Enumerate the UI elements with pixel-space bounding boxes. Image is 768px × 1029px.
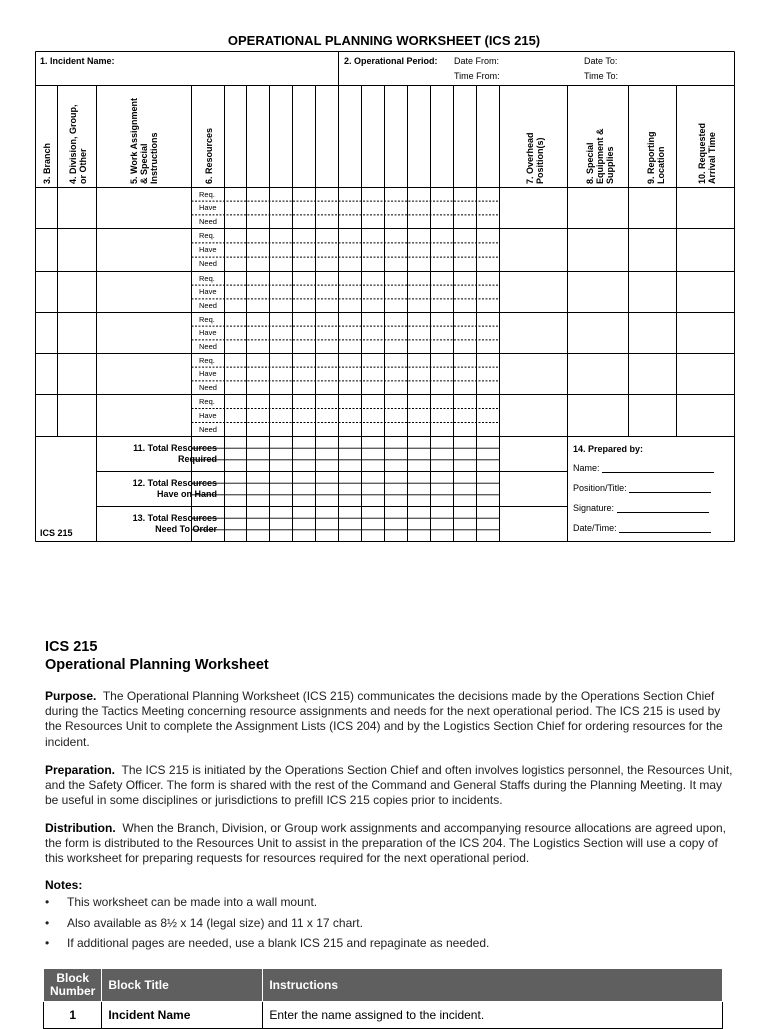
block-number-cell: 1 xyxy=(44,1002,102,1029)
resource-row-label: Have xyxy=(199,328,217,338)
preparation-text: The ICS 215 is initiated by the Operations Section Chief and often involves logistics personnel, the Resources Unit, and the Safety Officer. The form is shared with the rest of the Command and General Staffs during the Planning Meeting. It may be useful in some disciplines or jurisdictions to prefill ICS 215 copies prior to incidents. xyxy=(45,763,733,808)
purpose-text: The Operational Planning Worksheet (ICS 215) communicates the decisions made by the Operations Section Chief during the Tactics Meeting concerning resource assignments and needs for the next operational period. The ICS 215 is used by the Resources Unit to complete the Assignment Lists (ICS 204) and by the Logistics Section Chief for ordering resources for the incident. xyxy=(45,689,723,749)
prepared-datetime-label: Date/Time: xyxy=(573,523,617,533)
resource-row-label: Req. xyxy=(199,396,215,406)
resource-row-label: Req. xyxy=(199,273,215,283)
prepared-by-label: 14. Prepared by: xyxy=(573,444,644,454)
purpose-label: Purpose. xyxy=(45,689,97,703)
time-to-label: Time To: xyxy=(584,71,619,81)
distribution-paragraph xyxy=(45,821,735,867)
header-block-title: Block Title xyxy=(102,969,263,1002)
resource-row-label: Need xyxy=(199,382,217,392)
resource-row-label: Req. xyxy=(199,355,215,365)
resource-row-label: Req. xyxy=(199,230,215,240)
block-instructions-table xyxy=(43,968,723,1029)
note-item: • Also available as 8½ x 14 (legal size) and 11 x 17 chart. xyxy=(45,916,363,930)
prepared-datetime-row[interactable] xyxy=(573,523,711,533)
resource-row-label: Have xyxy=(199,410,217,420)
resource-row-label: Need xyxy=(199,300,217,310)
prepared-signature-line[interactable] xyxy=(617,512,709,513)
resource-row-label: Req. xyxy=(199,314,215,324)
table-row xyxy=(44,1002,723,1029)
prepared-position-row[interactable] xyxy=(573,483,711,493)
resource-row-label: Need xyxy=(199,216,217,226)
col-division-header: 4. Division, Group, or Other xyxy=(68,104,88,184)
note-item: • This worksheet can be made into a wall mount. xyxy=(45,895,318,909)
resource-row-label: Have xyxy=(199,244,217,254)
total-required-label: 11. Total Resources Required xyxy=(133,443,217,464)
prepared-position-label: Position/Title: xyxy=(573,483,627,493)
time-from-label: Time From: xyxy=(454,71,500,81)
total-have-label: 12. Total Resources Have on Hand xyxy=(132,478,217,499)
incident-name-label: 1. Incident Name: xyxy=(40,56,115,66)
col-overhead-header: 7. Overhead Position(s) xyxy=(525,132,545,184)
resource-row-label: Have xyxy=(199,203,217,213)
operational-period-label: 2. Operational Period: xyxy=(344,56,438,66)
distribution-label: Distribution. xyxy=(45,821,116,835)
date-to-label: Date To: xyxy=(584,56,618,66)
guide-heading: ICS 215 Operational Planning Worksheet xyxy=(45,639,269,673)
block-title-cell: Incident Name xyxy=(102,1002,263,1029)
date-from-label: Date From: xyxy=(454,56,500,66)
resource-row-label: Need xyxy=(199,259,217,269)
prepared-signature-row[interactable] xyxy=(573,503,709,513)
distribution-text: When the Branch, Division, or Group work assignments and accompanying resource allocations are agreed upon, the form is distributed to the Resources Unit to assist in the preparation of the ICS 204. The Logistics Section will use a copy of this worksheet for preparing requests for resources required for the next operational period. xyxy=(45,821,726,866)
form-footer-id: ICS 215 xyxy=(40,528,73,538)
preparation-paragraph xyxy=(45,763,735,809)
total-need-label: 13. Total Resources Need To Order xyxy=(132,513,217,534)
resource-row-label: Have xyxy=(199,369,217,379)
prepared-datetime-line[interactable] xyxy=(619,532,711,533)
header-block-number: Block Number xyxy=(44,969,102,1002)
instructions-cell: Enter the name assigned to the incident. xyxy=(263,1002,723,1029)
prepared-name-line[interactable] xyxy=(602,472,714,473)
resource-row-label: Have xyxy=(199,287,217,297)
prepared-name-label: Name: xyxy=(573,463,600,473)
prepared-name-row[interactable] xyxy=(573,463,714,473)
notes-title: Notes: xyxy=(45,878,83,892)
purpose-paragraph xyxy=(45,689,735,750)
col-resources-header: 6. Resources xyxy=(204,127,214,184)
col-arrival-time-header: 10. Requested Arrival Time xyxy=(697,122,717,184)
col-work-assignment-header: 5. Work Assignment & Special Instructions xyxy=(129,97,159,184)
resource-row-label: Need xyxy=(199,424,217,434)
note-item: • If additional pages are needed, use a blank ICS 215 and repaginate as needed. xyxy=(45,936,490,950)
resource-row-label: Need xyxy=(199,341,217,351)
col-special-equipment-header: 8. Special Equipment & Supplies xyxy=(585,128,615,184)
col-branch-header: 3. Branch xyxy=(42,142,52,184)
col-reporting-location-header: 9. Reporting Location xyxy=(646,131,666,184)
resource-row-label: Req. xyxy=(199,189,215,199)
prepared-position-line[interactable] xyxy=(629,492,711,493)
preparation-label: Preparation. xyxy=(45,763,116,777)
prepared-signature-label: Signature: xyxy=(573,503,615,513)
form-title: OPERATIONAL PLANNING WORKSHEET (ICS 215) xyxy=(227,33,541,48)
header-instructions: Instructions xyxy=(263,969,723,1002)
